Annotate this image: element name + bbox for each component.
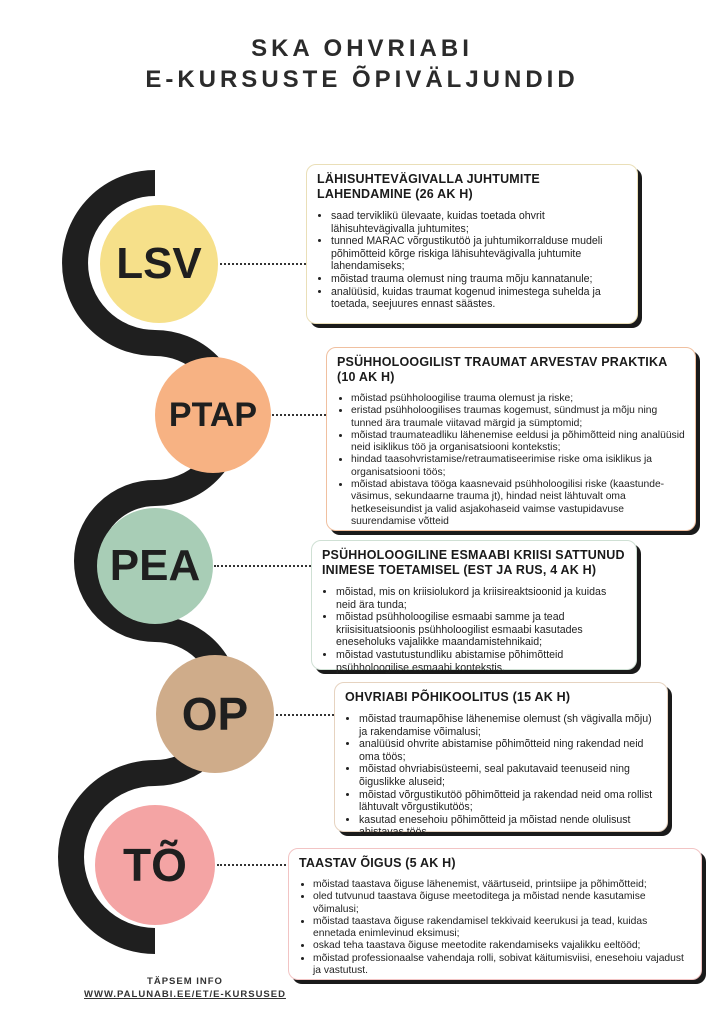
outcome-list-pea (322, 586, 626, 674)
connector-pea (214, 565, 311, 567)
connector-op (276, 714, 334, 716)
course-heading-pea: PSÜHHOLOOGILINE ESMAABI KRIISI SATTUNUD INIMESE TOETAMISEL (EST JA RUS, 4 AK H) (322, 548, 625, 577)
list-item: • mõistad vastutustundliku abistamise põhimõtteid psühholoogilise esmaabi kontekstis. (336, 649, 626, 674)
footer-link[interactable]: WWW.PALUNABI.EE/ET/E-KURSUSED (84, 989, 286, 1000)
circle-op-label: OP (181, 688, 249, 740)
course-card-ptap (326, 347, 696, 531)
list-item: • kasutad enesehoiu põhimõtteid ja mõistad nende olulisust abistavas töös. (359, 814, 657, 839)
connector-lsv (220, 263, 306, 265)
course-card-to (288, 848, 702, 980)
list-item: • mõistad psühholoogilise esmaabi samme ja tead kriisisituatsioonis psühholoogilist esmaabi kasutades eneseholuks vajalikke maandamistehnikaid; (336, 611, 626, 649)
connector-ptap (272, 414, 326, 416)
connector-to (217, 864, 297, 866)
outcome-list-ptap (337, 393, 685, 528)
list-item: • mõistad traumapõhise lähenemise olemust (sh vägivalla mõju) ja rakendamise võimalusi; (359, 713, 657, 738)
footer (50, 975, 320, 1001)
course-card-op (334, 682, 668, 839)
circle-to (95, 805, 215, 925)
list-item: • hindad taasohvristamise/retraumatiseerimise riske oma isiklikus ja organisatsiooni töös; (351, 454, 685, 479)
circle-op (156, 655, 274, 773)
title-line-2: E-KURSUSTE ÕPIVÄLJUNDID (145, 66, 579, 93)
circle-lsv-label: LSV (116, 239, 202, 288)
title-line-1: SKA OHVRIABI (251, 35, 473, 62)
course-heading-to: TAASTAV ÕIGUS (5 AK H) (299, 856, 456, 870)
list-item: • saad terviklikü ülevaate, kuidas toetada ohvrit lähisuhtevägivalla juhtumites; (331, 210, 627, 235)
course-heading-ptap: PSÜHHOLOOGILIST TRAUMAT ARVESTAV PRAKTIKA (10 AK H) (337, 355, 667, 384)
list-item: • eristad psühholoogilises traumas kogemust, sündmust ja mõju ning tunned ära traumale viitavad märgid ja sümptomid; (351, 405, 685, 430)
circle-pea-label: PEA (109, 541, 201, 590)
course-card-pea (311, 540, 637, 674)
list-item: • mõistad taastava õiguse rakendamisel tekkivaid keerukusi ja tead, kuidas ennetada enimlevinud eksimusi; (313, 916, 691, 941)
list-item: • mõistad, mis on kriisiolukord ja kriisireaktsioonid ja kuidas neid ära tunda; (336, 586, 626, 611)
course-heading-op: OHVRIABI PÕHIKOOLITUS (15 AK H) (345, 690, 571, 704)
list-item: • oled tutvunud taastava õiguse meetoditega ja mõistad nende kasutamise võimalusi; (313, 891, 691, 916)
circle-ptap (155, 357, 271, 473)
course-heading-lsv: LÄHISUHTEVÄGIVALLA JUHTUMITE LAHENDAMINE (26 AK H) (317, 172, 540, 201)
circle-lsv (100, 205, 218, 323)
outcome-list-lsv (317, 210, 627, 311)
list-item: • mõistad professionaalse vahendaja rolli, sobivat käitumisviisi, enesehoiu vajadust ja vastutust. (313, 953, 691, 978)
list-item: • mõistad trauma olemust ning trauma mõju kannatanule; (331, 273, 627, 286)
list-item: • mõistad traumateadliku lähenemise eeldusi ja põhimõtteid ning analüüsid neid isiklikus töö ja organisatsiooni kontekstis; (351, 430, 685, 455)
circle-to-label: TÕ (123, 839, 187, 891)
circle-pea (97, 508, 213, 624)
list-item: • mõistad võrgustikutöö põhimõtteid ja rakendad neid oma rollist lähtuvalt võrgustikutöös; (359, 789, 657, 814)
footer-label: TÄPSEM INFO (147, 976, 223, 987)
outcome-list-to (299, 879, 691, 977)
list-item: • analüüsid ohvrite abistamise põhimõtteid ning rakendad neid oma töös; (359, 738, 657, 763)
list-item: • tunned MARAC võrgustikutöö ja juhtumikorralduse mudeli põhimõtteid kõrge riskiga lähisuhtevägivalla juhtumite lahendamiseks; (331, 235, 627, 273)
list-item: • mõistad abistava tööga kaasnevaid psühholoogilisi riske (kaastunde-väsimus, sekundaarne trauma jt), hindad neist lähtuvalt oma hetkeseisundist ja valid asjakohaseid vaimse vastupidavuse suurendamise võtteid (351, 479, 685, 528)
list-item: • analüüsid, kuidas traumat kogenud inimestega suhelda ja toetada, seejuures ennast säästes. (331, 286, 627, 311)
circle-ptap-label: PTAP (168, 395, 258, 434)
list-item: • oskad teha taastava õiguse meetodite rakendamiseks vajalikku eeltööd; (313, 940, 691, 952)
list-item: • mõistad taastava õiguse lähenemist, väärtuseid, printsiipe ja põhimõtteid; (313, 879, 691, 891)
course-card-lsv (306, 164, 638, 324)
list-item: • mõistad psühholoogilise trauma olemust ja riske; (351, 393, 685, 405)
list-item: • mõistad ohvriabisüsteemi, seal pakutavaid teenuseid ning õiguslikke aluseid; (359, 763, 657, 788)
outcome-list-op (345, 713, 657, 839)
